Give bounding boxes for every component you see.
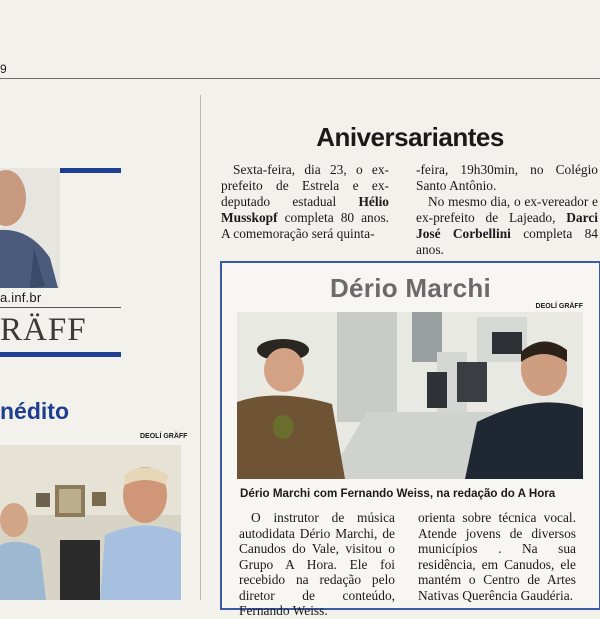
birthdays-paragraph-2: -feira, 19h30min, no Colégio Santo Antônio. xyxy=(416,162,598,193)
text-run: No mesmo dia, o ex-vereador e ex-prefeito de Lajeado, xyxy=(416,194,598,225)
feature-paragraph-1: O instrutor de música autodidata Dério Marchi, de Canudos do Vale, visitou o Grupo A Hora. Ele foi recebido na redação pelo diretor de conteúdo, Fernando Weiss. xyxy=(239,510,395,618)
columnist-email[interactable]: a.inf.br xyxy=(0,290,42,305)
feature-caption: Dério Marchi com Fernando Weiss, na redação do A Hora xyxy=(240,487,556,500)
column-divider xyxy=(200,95,201,600)
columnist-bottom-bar xyxy=(0,352,121,357)
columnist-name: RÄFF xyxy=(0,312,87,348)
person-name: Darci José Corbellini xyxy=(416,210,598,241)
columnist-photo xyxy=(0,168,60,288)
feature-column-2 xyxy=(418,510,576,603)
feature-title: Dério Marchi xyxy=(329,273,492,303)
left-news-photo xyxy=(0,445,181,600)
birthdays-paragraph-1 xyxy=(221,162,389,242)
feature-paragraph-2: orienta sobre técnica vocal. Atende jovens de diversos municípios . Na sua residência, em Canudos, ele mantém o Centro de Artes Nativas Querência Gaudéria. xyxy=(418,510,576,603)
feature-box xyxy=(220,261,600,618)
person-name: Hélio Musskopf xyxy=(221,194,389,225)
birthdays-paragraph-3 xyxy=(416,194,598,258)
email-rule xyxy=(0,307,121,308)
feature-photo-credit: DEOLÍ GRÄFF xyxy=(535,303,583,310)
header-rule xyxy=(0,78,600,79)
text-run: completa 80 anos. A comemoração será quinta- xyxy=(221,210,389,241)
feature-photo xyxy=(237,312,583,479)
birthdays-column-1 xyxy=(221,162,389,242)
text-run: completa 84 anos. xyxy=(416,226,598,257)
feature-column-1 xyxy=(239,510,395,619)
page-number: 9 xyxy=(0,62,7,76)
birthdays-column-2 xyxy=(416,162,598,258)
left-headline: nédito xyxy=(0,398,69,424)
section-title: Aniversariantes xyxy=(316,122,504,152)
left-photo-credit: DEOLÍ GRÄFF xyxy=(140,433,188,440)
text-run: Sexta-feira, dia 23, o ex-prefeito de Estrela e ex-deputado estadual xyxy=(221,162,389,209)
